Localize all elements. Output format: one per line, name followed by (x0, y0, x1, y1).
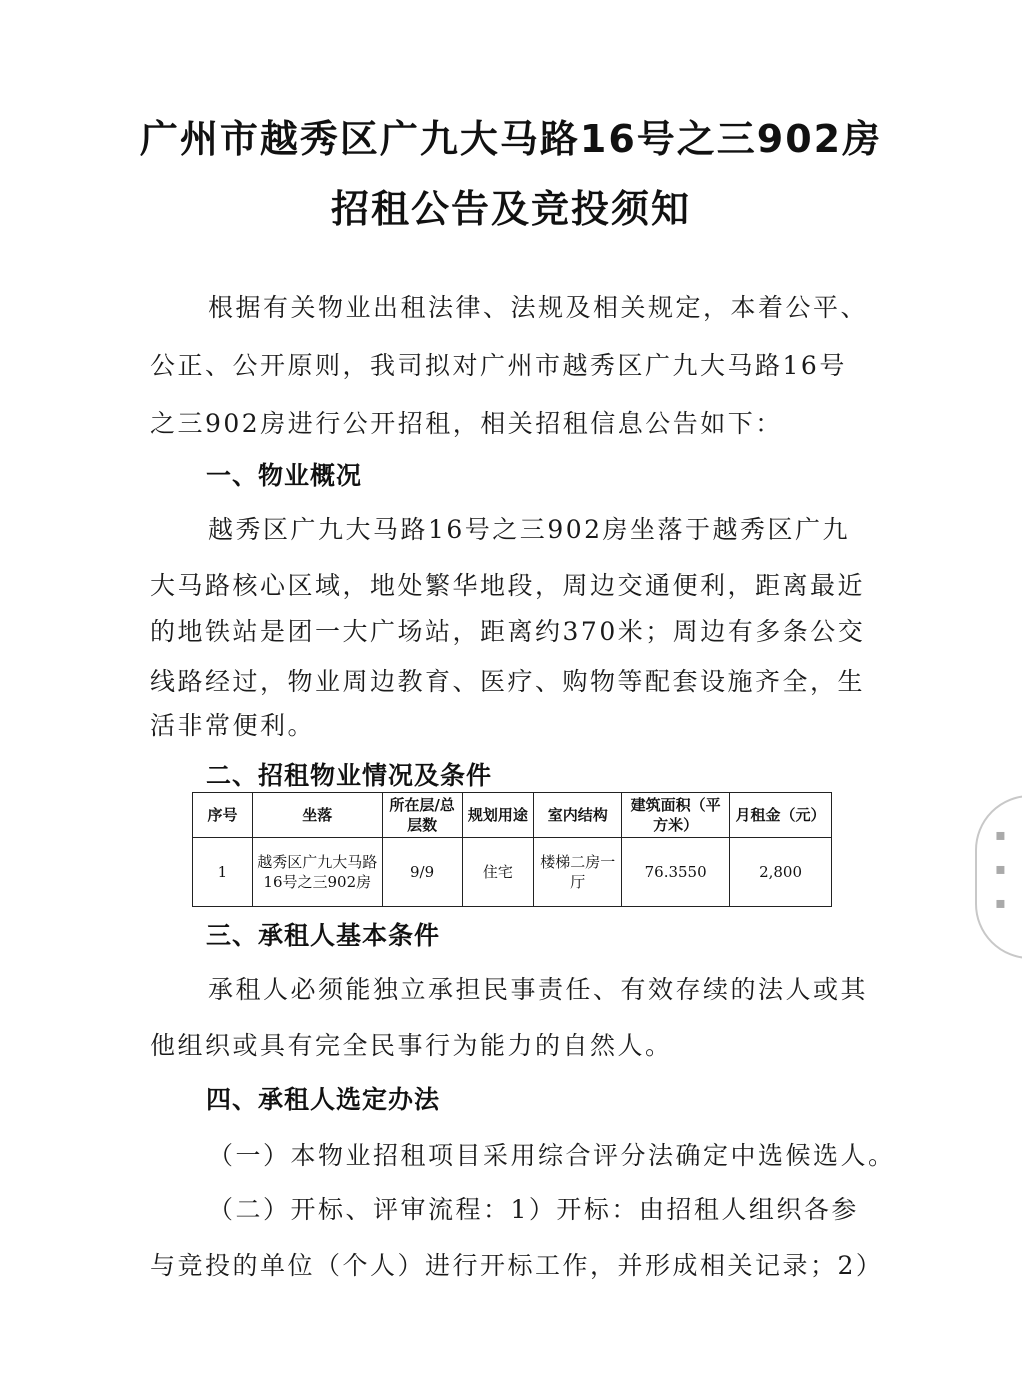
seal-stamp: ▪ ▪ ▪ (975, 795, 1022, 959)
table-row (193, 838, 832, 907)
col-header-no: 序号 (193, 793, 253, 838)
cell-floor: 9/9 (382, 838, 462, 907)
section3-line-1: 承租人必须能独立承担民事责任、有效存续的法人或其 (208, 975, 869, 1004)
section4-item-2-line-2: 与竞投的单位（个人）进行开标工作，并形成相关记录；2） (150, 1251, 884, 1280)
section1-line-5: 活非常便利。 (150, 711, 316, 740)
section1-line-3: 的地铁站是团一大广场站，距离约370米；周边有多条公交 (150, 617, 866, 646)
section1-line-1: 越秀区广九大马路16号之三902房坐落于越秀区广九 (208, 515, 851, 544)
section4-item-1: （一）本物业招租项目采用综合评分法确定中选候选人。 (208, 1141, 896, 1170)
section3-line-2: 他组织或具有完全民事行为能力的自然人。 (150, 1031, 673, 1060)
col-header-floor: 所在层/总层数 (382, 793, 462, 838)
section1-line-2: 大马路核心区域，地处繁华地段，周边交通便利，距离最近 (150, 571, 866, 600)
col-header-rent: 月租金（元） (730, 793, 832, 838)
col-header-usage: 规划用途 (462, 793, 534, 838)
cell-usage: 住宅 (462, 838, 534, 907)
cell-location: 越秀区广九大马路16号之三902房 (252, 838, 382, 907)
cell-rent: 2,800 (730, 838, 832, 907)
intro-line-3: 之三902房进行公开招租，相关招租信息公告如下： (150, 409, 783, 438)
col-header-structure: 室内结构 (534, 793, 622, 838)
table-header-row (193, 793, 832, 838)
property-table (192, 792, 832, 907)
section2-heading: 二、招租物业情况及条件 (206, 761, 493, 790)
intro-line-2: 公正、公开原则，我司拟对广州市越秀区广九大马路16号 (150, 351, 847, 380)
section3-heading: 三、承租人基本条件 (206, 921, 441, 950)
col-header-location: 坐落 (252, 793, 382, 838)
page-title-line1: 广州市越秀区广九大马路16号之三902房 (139, 117, 883, 161)
section4-item-2-line-1: （二）开标、评审流程：1）开标：由招租人组织各参 (208, 1195, 859, 1224)
cell-no: 1 (193, 838, 253, 907)
cell-area: 76.3550 (622, 838, 730, 907)
section1-line-4: 线路经过，物业周边教育、医疗、购物等配套设施齐全，生 (150, 667, 866, 696)
section4-heading: 四、承租人选定办法 (206, 1085, 441, 1114)
section1-heading: 一、物业概况 (206, 461, 363, 490)
page-title-line2: 招租公告及竞投须知 (330, 187, 691, 231)
col-header-area: 建筑面积（平方米） (622, 793, 730, 838)
cell-structure: 楼梯二房一厅 (534, 838, 622, 907)
intro-line-1: 根据有关物业出租法律、法规及相关规定，本着公平、 (208, 293, 869, 322)
